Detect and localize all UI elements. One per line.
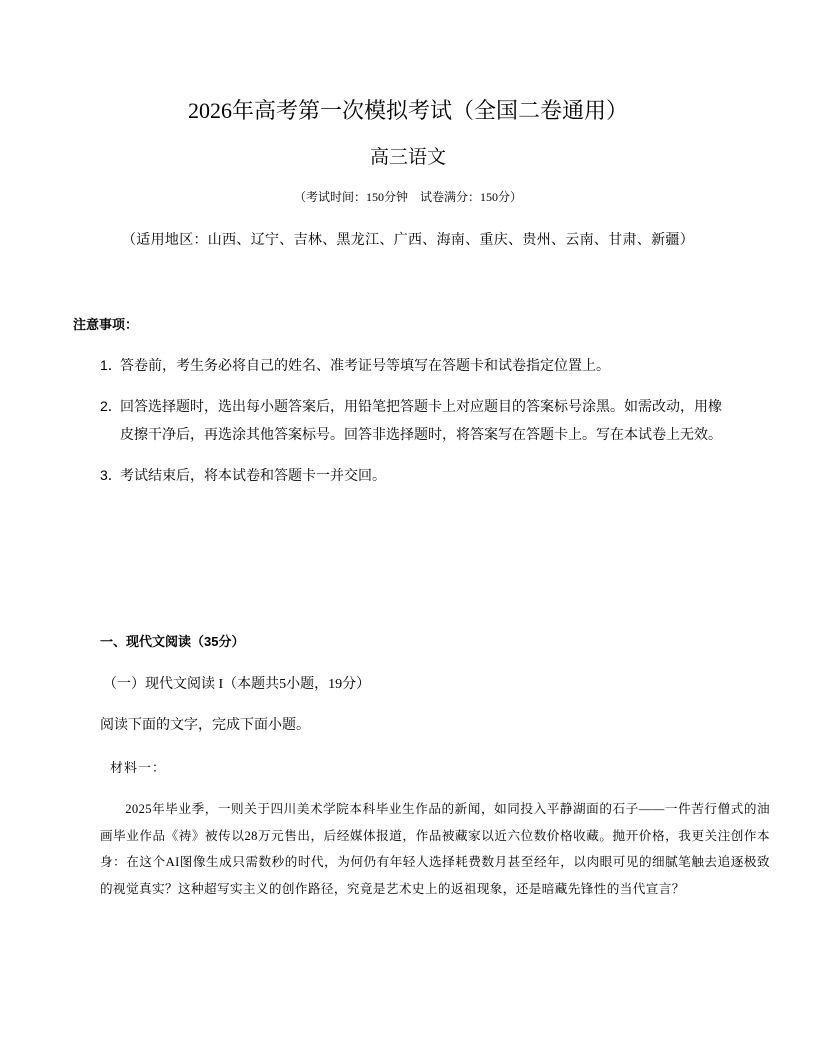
exam-title: 2026年高考第一次模拟考试（全国二卷通用） xyxy=(187,98,628,123)
material-label: 材料一： xyxy=(110,760,167,775)
exam-subject: 高三语文 xyxy=(369,147,446,168)
subsection-heading: （一）现代文阅读 I（本题共5小题，19分） xyxy=(103,677,371,692)
notice-item-2-continuation: 皮擦干净后，再选涂其他答案标号。回答非选择题时，将答案写在答题卡上。写在本试卷上无效。 xyxy=(120,426,722,442)
notice-item-text: 考试结束后，将本试卷和答题卡一并交回。 xyxy=(120,467,386,483)
notice-item-3 xyxy=(100,461,386,490)
notice-heading: 注意事项： xyxy=(73,317,139,332)
exam-time-info: （考试时间：150分钟 试卷满分：150分） xyxy=(293,190,522,204)
notice-item-1 xyxy=(100,351,610,380)
reading-instruction: 阅读下面的文字，完成下面小题。 xyxy=(100,716,310,732)
material-paragraph xyxy=(100,796,770,902)
paragraph-text: 2025年毕业季，一则关于四川美术学院本科毕业生作品的新闻，如同投入平静湖面的石子——一件苦行僧式的油画毕业作品《祷》被传以28万元售出，后经媒体报道，作品被藏家以近六位数价格收藏。抛开价格，我更关注创作本身：在这个AI图像生成只需数秒的时代，为何仍有年轻人选择耗费数月甚至经年，以肉眼可见的细腻笔触去追逐极致的视觉真实？这种超写实主义的创作路径，究竟是艺术史上的返祖现象，还是暗藏先锋性的当代宣言？ xyxy=(100,802,770,896)
notice-item-number: 2． xyxy=(100,398,122,414)
notice-item-text: 回答选择题时，选出每小题答案后，用铅笔把答题卡上对应题目的答案标号涂黑。如需改动，用橡 xyxy=(120,398,722,414)
notice-item-text: 答卷前，考生务必将自己的姓名、准考证号等填写在答题卡和试卷指定位置上。 xyxy=(120,357,610,373)
applicable-regions: （适用地区：山西、辽宁、吉林、黑龙江、广西、海南、重庆、贵州、云南、甘肃、新疆） xyxy=(122,233,694,248)
section-heading: 一、现代文阅读（35分） xyxy=(100,634,245,649)
notice-item-2 xyxy=(100,392,722,421)
notice-item-number: 3． xyxy=(100,467,122,483)
notice-item-number: 1． xyxy=(100,357,122,373)
